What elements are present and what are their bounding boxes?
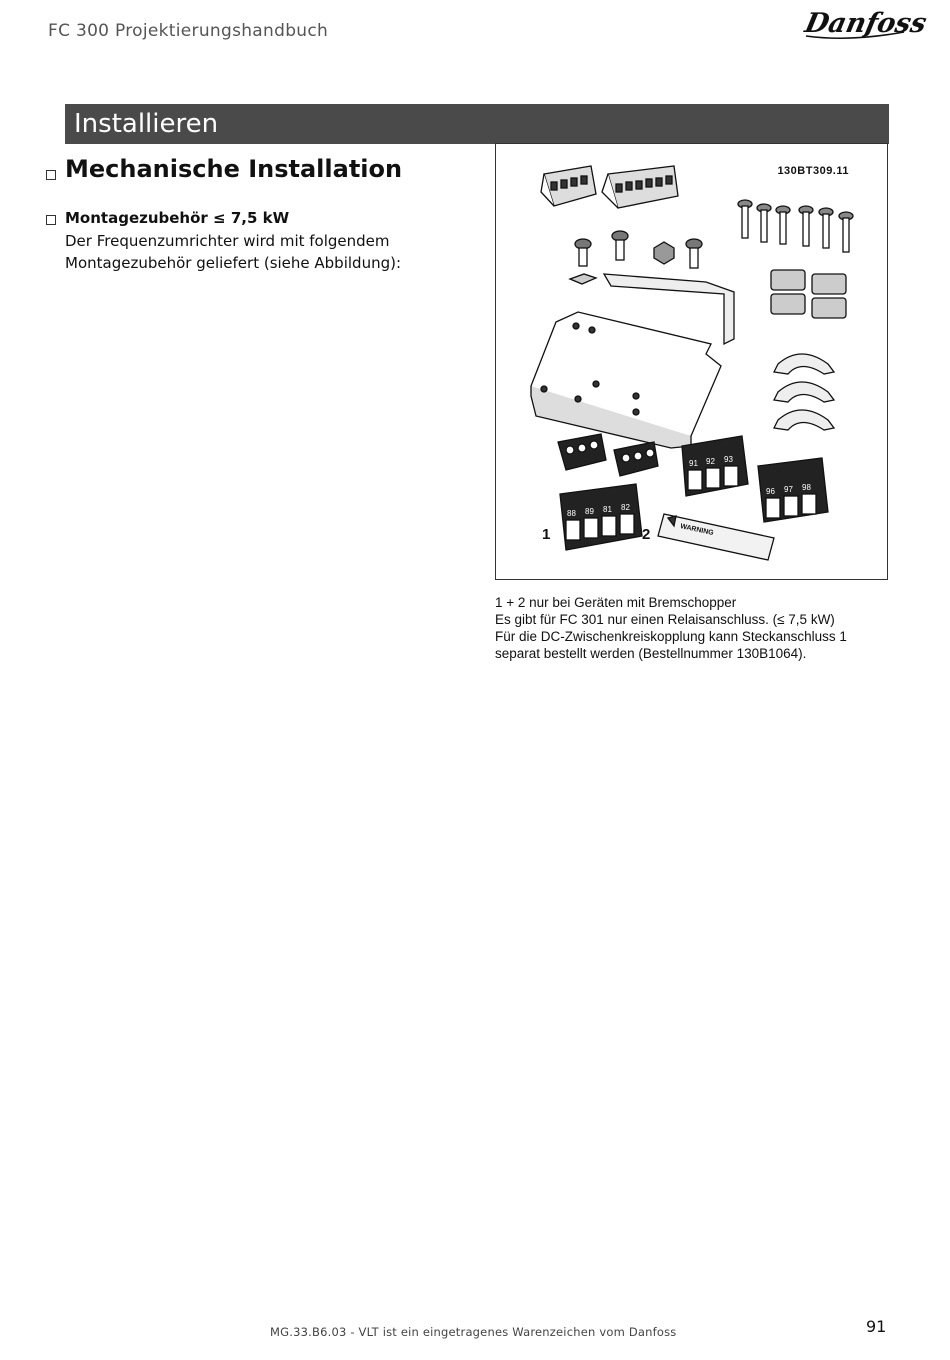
- screws-icon: [738, 200, 853, 252]
- section-title-bar: [65, 104, 889, 144]
- terminal-label-91: 91: [689, 459, 698, 468]
- heading-mechanical-installation: Mechanische Installation: [65, 155, 403, 183]
- caption-line: separat bestellt werden (Bestellnummer 130B1064).: [495, 646, 807, 661]
- terminal-label-92: 92: [706, 457, 715, 466]
- footer-text: MG.33.B6.03 - VLT ist ein eingetragenes Warenzeichen vom Danfoss: [270, 1325, 677, 1339]
- terminal-label-93: 93: [724, 455, 733, 464]
- earthing-clips-icon: [774, 354, 834, 430]
- figure-label-2: 2: [642, 526, 651, 543]
- warning-label-icon: [658, 514, 774, 560]
- accessories-illustration: [496, 144, 889, 581]
- caption-line: Für die DC-Zwischenkreiskopplung kann Steckanschluss 1: [495, 629, 847, 644]
- heading-bullet-icon: [46, 170, 56, 180]
- subheading-bullet-icon: [46, 215, 56, 225]
- terminal-label-89: 89: [585, 507, 594, 516]
- body-line: Der Frequenzumrichter wird mit folgendem: [65, 232, 390, 250]
- washer-screws-icon: [575, 231, 702, 268]
- body-line: Montagezubehör geliefert (siehe Abbildung):: [65, 254, 402, 272]
- warning-label-text: WARNING: [679, 523, 715, 537]
- caption-line: Es gibt für FC 301 nur einen Relaisanschluss. (≤ 7,5 kW): [495, 612, 835, 627]
- section-title: Installieren: [74, 109, 219, 139]
- body-paragraph: [65, 230, 475, 274]
- logo-wordmark: Danfoss: [802, 7, 930, 39]
- connector-cover-large-icon: [602, 166, 678, 208]
- terminal-label-98: 98: [802, 483, 811, 492]
- figure-caption: [495, 594, 915, 662]
- document-title: FC 300 Projektierungshandbuch: [48, 21, 329, 41]
- connector-cover-small-icon: [541, 166, 596, 206]
- terminal-label-82: 82: [621, 503, 630, 512]
- accessories-figure: [495, 143, 888, 580]
- danfoss-logo: [800, 2, 930, 44]
- figure-label-1: 1: [542, 526, 551, 543]
- terminal-label-97: 97: [784, 485, 793, 494]
- cable-clamps-icon: [771, 270, 846, 318]
- subheading-mounting-accessories: Montagezubehör ≤ 7,5 kW: [65, 209, 290, 227]
- page-number: 91: [866, 1317, 887, 1336]
- mounting-plate-icon: [531, 274, 734, 448]
- caption-line: 1 + 2 nur bei Geräten mit Bremschopper: [495, 595, 737, 610]
- terminal-label-81: 81: [603, 505, 612, 514]
- figure-code: 130BT309.11: [777, 165, 849, 177]
- terminal-label-88: 88: [567, 509, 576, 518]
- terminal-label-96: 96: [766, 487, 775, 496]
